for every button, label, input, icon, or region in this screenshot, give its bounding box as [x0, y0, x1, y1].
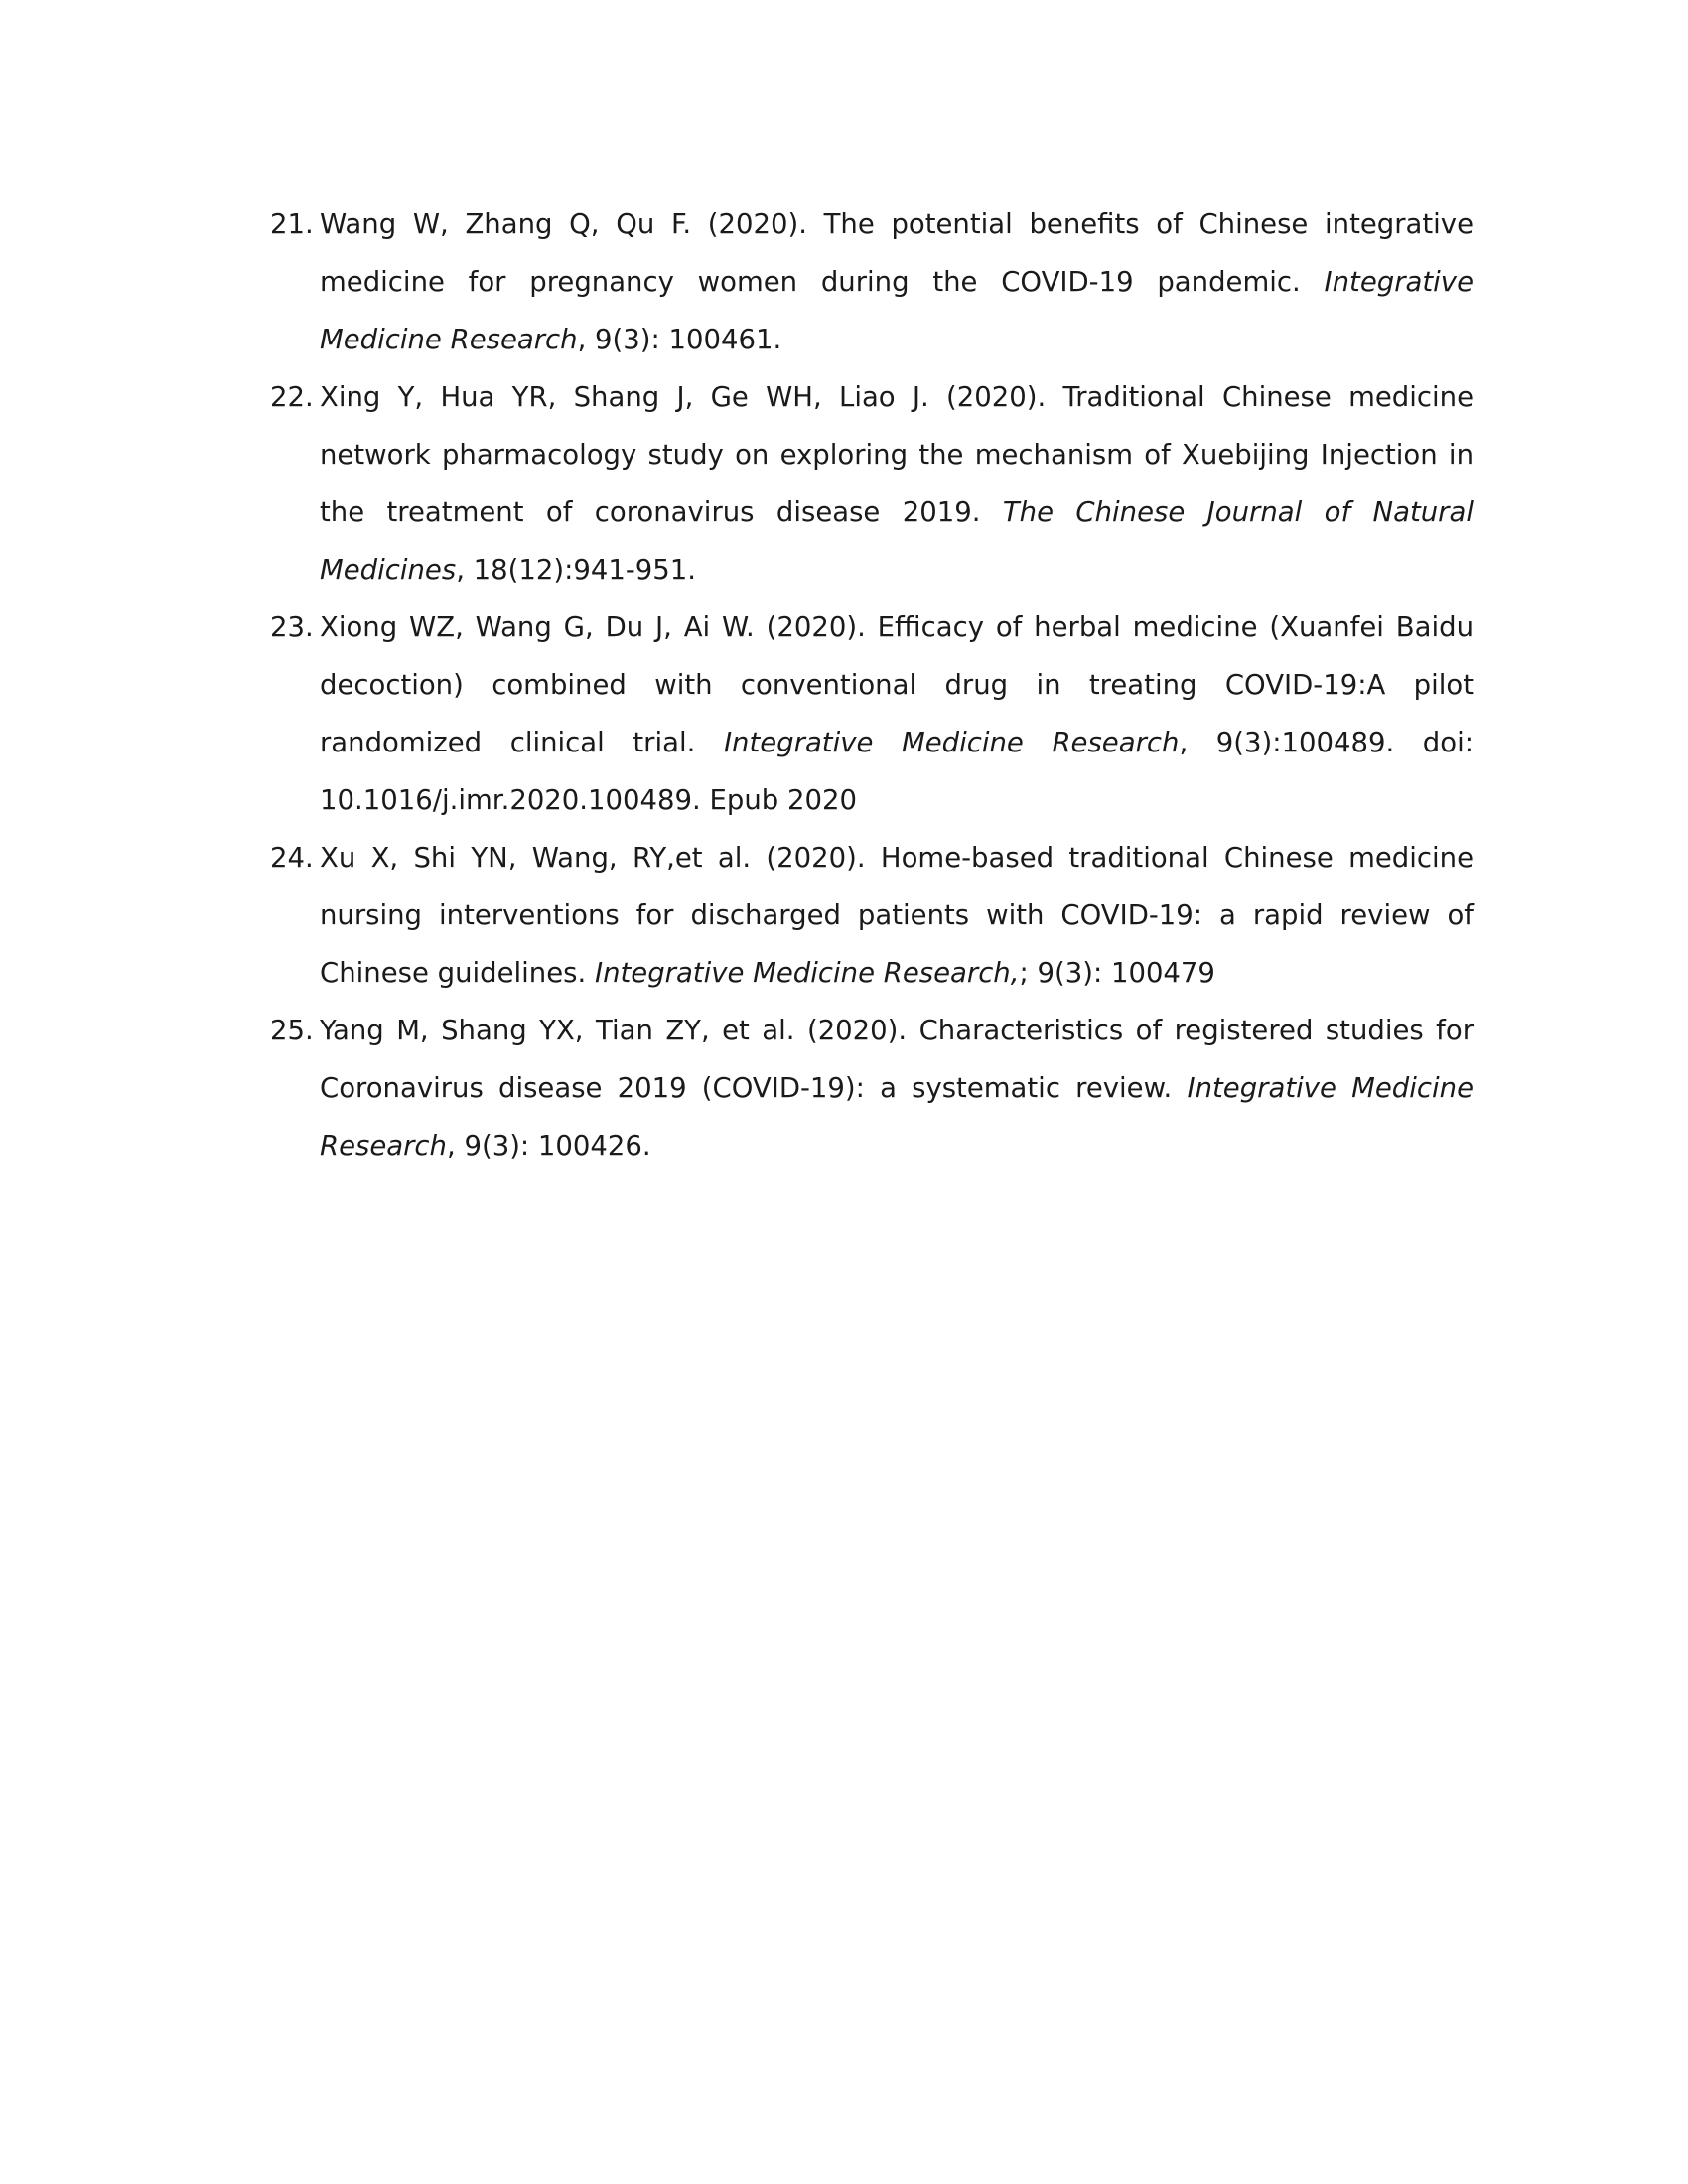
- reference-item: [270, 368, 1474, 599]
- reference-authors-title: Yang M, Shang YX, Tian ZY, et al. (2020). Characteristics of registered studies for Coronavirus disease 2019 (COVID-19): a systematic review.: [320, 1015, 1474, 1104]
- reference-authors-title: Xiong WZ, Wang G, Du J, Ai W. (2020). Efficacy of herbal medicine (Xuanfei Baidu decoction) combined with conventional drug in treating COVID-19:A pilot randomized clinical trial.: [320, 612, 1474, 758]
- reference-text: [320, 1015, 1474, 1161]
- reference-item: [270, 1002, 1474, 1174]
- reference-text: [320, 381, 1474, 586]
- reference-journal: Integrative Medicine Research: [723, 727, 1180, 758]
- reference-details: , 18(12):941-951.: [456, 554, 697, 586]
- reference-authors-title: Xu X, Shi YN, Wang, RY,et al. (2020). Home-based traditional Chinese medicine nursing interventions for discharged patients with COVID-19: a rapid review of Chinese guidelines.: [320, 842, 1474, 989]
- reference-item: [270, 196, 1474, 368]
- reference-list: [270, 196, 1474, 1174]
- reference-number: 22.: [270, 381, 314, 413]
- reference-text: [320, 842, 1474, 989]
- reference-number: 23.: [270, 612, 314, 643]
- reference-number: 25.: [270, 1015, 314, 1046]
- reference-journal: The Chinese Journal of Natural Medicines: [320, 496, 1474, 586]
- reference-details: ; 9(3): 100479: [1019, 957, 1215, 989]
- reference-journal: Integrative Medicine Research,: [594, 957, 1020, 989]
- reference-details: , 9(3): 100461.: [577, 324, 782, 355]
- reference-authors-title: Wang W, Zhang Q, Qu F. (2020). The potential benefits of Chinese integrative medicine for pregnancy women during the COVID-19 pandemic.: [320, 208, 1474, 298]
- reference-number: 21.: [270, 208, 314, 240]
- reference-text: [320, 612, 1474, 816]
- reference-journal: Integrative Medicine Research: [320, 1072, 1474, 1161]
- reference-details: , 9(3):100489. doi: 10.1016/j.imr.2020.100489. Epub 2020: [320, 727, 1474, 816]
- reference-item: [270, 599, 1474, 829]
- reference-authors-title: Xing Y, Hua YR, Shang J, Ge WH, Liao J. (2020). Traditional Chinese medicine network pharmacology study on exploring the mechanism of Xuebijing Injection in the treatment of coronavirus disease 2019.: [320, 381, 1474, 528]
- reference-item: [270, 829, 1474, 1002]
- reference-number: 24.: [270, 842, 314, 874]
- reference-journal: Integrative Medicine Research: [320, 266, 1474, 355]
- reference-details: , 9(3): 100426.: [446, 1130, 651, 1161]
- reference-text: [320, 208, 1474, 355]
